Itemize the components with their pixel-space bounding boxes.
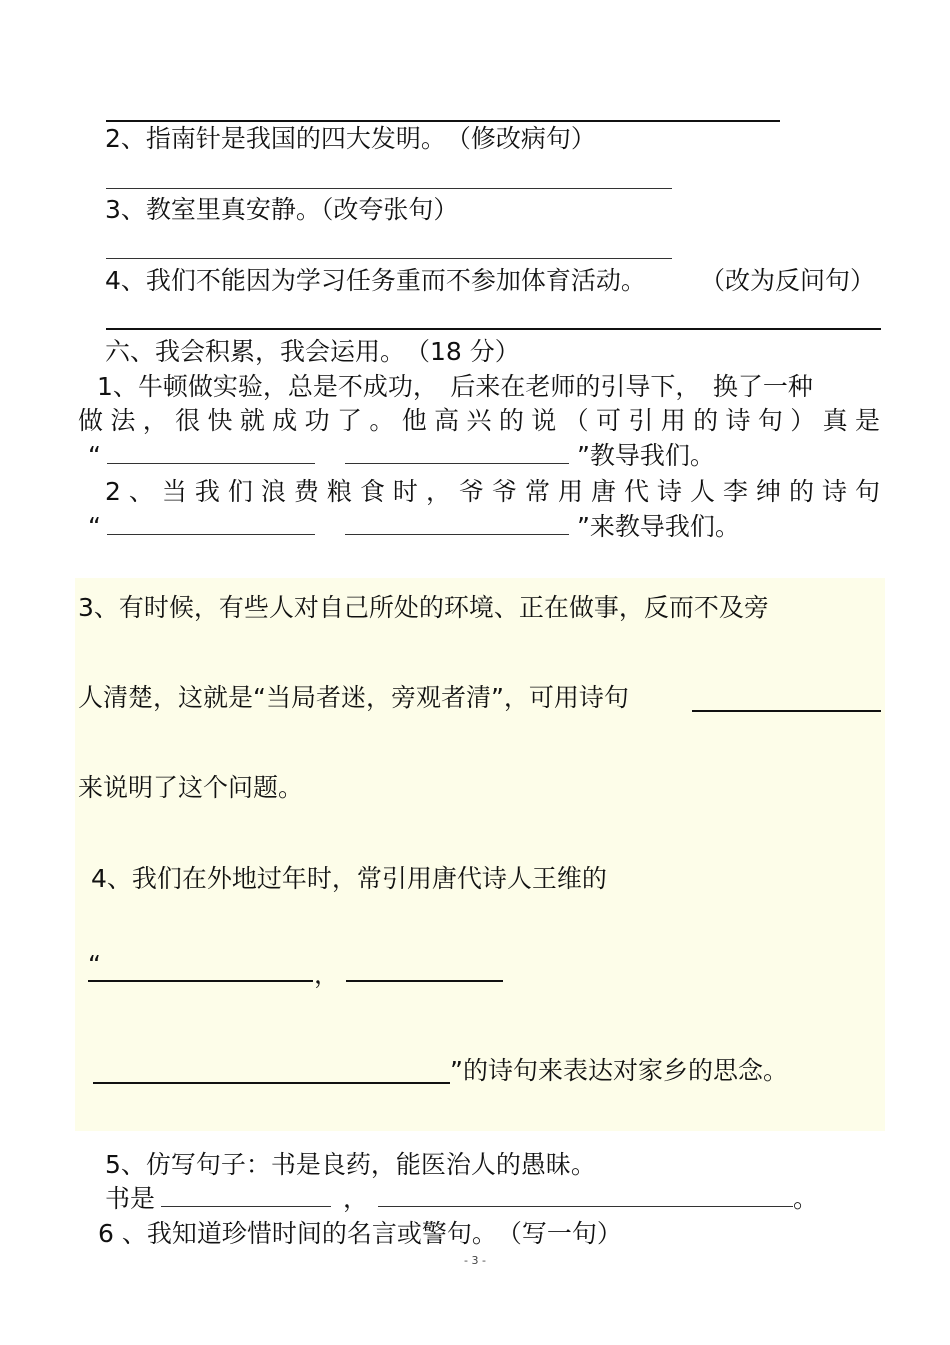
- answer-line[interactable]: [692, 710, 881, 712]
- close-text: ”来教导我们。: [576, 512, 740, 541]
- highlight-region: [75, 578, 885, 1131]
- answer-line[interactable]: [106, 328, 881, 330]
- comma: ，: [343, 1184, 369, 1213]
- answer-line[interactable]: [106, 120, 780, 122]
- q6-1-line1: 1、牛顿做实验，总是不成功， 后来在老师的引导下， 换了一种: [97, 372, 813, 401]
- q5-2: 2、指南针是我国的四大发明。 （修改病句）: [105, 124, 596, 153]
- q6-2-line1: 2、当我们浪费粮食时，爷爷常用唐代诗人李绅的诗句: [105, 477, 880, 506]
- blank-field[interactable]: [345, 441, 569, 464]
- q5-4-tag: （改为反问句）: [700, 266, 876, 295]
- blank-field[interactable]: [378, 1184, 793, 1207]
- open-quote: “: [88, 441, 101, 470]
- q6-5-line1: 5、仿写句子：书是良药，能医治人的愚昧。: [105, 1150, 596, 1179]
- blank-field[interactable]: [345, 512, 569, 535]
- q6-2-line2: [88, 512, 740, 542]
- section6-heading: 六、我会积累，我会运用。 （18 分）: [105, 337, 520, 366]
- answer-line[interactable]: [346, 980, 503, 982]
- q6-4-comma: ，: [314, 960, 340, 989]
- period: 。: [793, 1184, 819, 1213]
- answer-line[interactable]: [106, 188, 672, 189]
- q6-3-line2: 人清楚，这就是“当局者迷，旁观者清”，可用诗句: [78, 683, 629, 712]
- q6-4-line1: 4、我们在外地过年时，常引用唐代诗人王维的: [91, 864, 607, 893]
- q6-4-close: ”的诗句来表达对家乡的思念。: [450, 1056, 788, 1085]
- open-quote: “: [88, 512, 101, 541]
- q6-3-line1: 3、有时候，有些人对自己所处的环境、正在做事，反而不及旁: [78, 593, 769, 622]
- blank-field[interactable]: [107, 441, 315, 464]
- q6-6-line1: 6 、我知道珍惜时间的名言或警句。 （写一句）: [98, 1219, 622, 1248]
- q6-1-line2: 做法，很快就成功了。他高兴的说（可引用的诗句）真是: [78, 406, 880, 435]
- q6-5-line2: [105, 1184, 818, 1214]
- prefix: 书是: [105, 1184, 156, 1213]
- blank-field[interactable]: [107, 512, 315, 535]
- q6-4-open-quote: “: [88, 950, 101, 979]
- q6-1-line3: [88, 441, 715, 471]
- q5-3: 3、教室里真安静。（改夸张句）: [105, 195, 459, 224]
- close-text: ”教导我们。: [576, 441, 715, 470]
- q6-3-line3: 来说明了这个问题。: [78, 773, 304, 802]
- q5-4: 4、我们不能因为学习任务重而不参加体育活动。: [105, 266, 646, 295]
- answer-line[interactable]: [93, 1082, 450, 1084]
- answer-line[interactable]: [88, 980, 313, 982]
- answer-line[interactable]: [106, 258, 672, 259]
- blank-field[interactable]: [161, 1184, 331, 1207]
- page-number: - 3 -: [464, 1254, 486, 1267]
